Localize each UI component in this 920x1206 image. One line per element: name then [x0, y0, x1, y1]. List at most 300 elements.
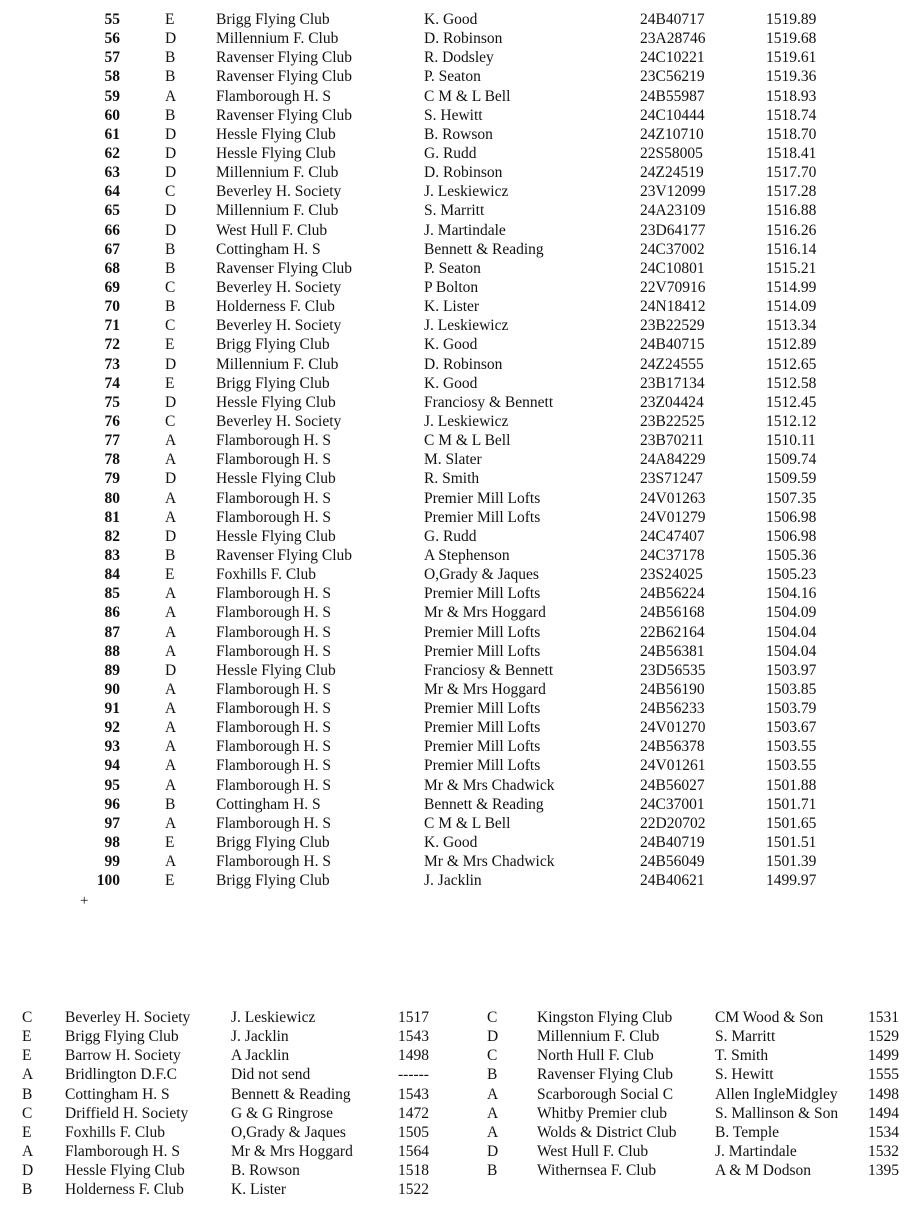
result-velocity: 1517.28: [766, 183, 817, 201]
result-section: C: [165, 278, 176, 296]
result-fancier: Premier Mill Lofts: [424, 738, 541, 756]
result-section: C: [165, 317, 176, 335]
result-club: Cottingham H. S: [216, 795, 321, 813]
result-row: [0, 355, 920, 374]
result-fancier: S. Hewitt: [424, 106, 483, 124]
result-velocity: 1503.55: [766, 757, 817, 775]
summary-club: Millennium F. Club: [537, 1028, 660, 1046]
result-row: [0, 393, 920, 412]
result-row: [0, 144, 920, 163]
result-ring-number: 24N18412: [640, 298, 706, 316]
result-club: Hessle Flying Club: [216, 393, 336, 411]
result-ring-number: 24C47407: [640, 527, 705, 545]
result-section: D: [165, 527, 177, 545]
result-position: 58: [104, 68, 120, 86]
result-section: B: [165, 49, 176, 67]
result-position: 71: [104, 317, 120, 335]
result-velocity: 1519.61: [766, 49, 817, 67]
result-row: [0, 852, 920, 871]
result-section: E: [165, 336, 175, 354]
summary-club: Cottingham H. S: [65, 1085, 170, 1103]
result-section: B: [165, 795, 176, 813]
result-row: [0, 201, 920, 220]
result-row: [0, 450, 920, 469]
result-velocity: 1518.93: [766, 87, 817, 105]
result-fancier: C M & L Bell: [424, 432, 511, 450]
result-ring-number: 23V12099: [640, 183, 706, 201]
result-position: 69: [104, 278, 120, 296]
result-club: Beverley H. Society: [216, 278, 342, 296]
summary-section: E: [22, 1028, 32, 1046]
result-position: 82: [104, 527, 120, 545]
summary-velocity: 1518: [398, 1162, 429, 1180]
result-velocity: 1506.98: [766, 508, 817, 526]
result-ring-number: 23S71247: [640, 470, 703, 488]
result-section: A: [165, 757, 177, 775]
result-row: [0, 48, 920, 67]
summary-sender: B. Rowson: [231, 1162, 300, 1180]
result-club: Beverley H. Society: [216, 317, 342, 335]
result-row: [0, 316, 920, 335]
result-section: D: [165, 30, 177, 48]
result-position: 83: [104, 546, 120, 564]
result-position: 98: [104, 834, 120, 852]
result-velocity: 1503.67: [766, 719, 817, 737]
summary-club: Whitby Premier club: [537, 1104, 667, 1122]
result-row: [0, 125, 920, 144]
result-club: Flamborough H. S: [216, 508, 331, 526]
result-row: [0, 623, 920, 642]
result-row: [0, 29, 920, 48]
summary-section: D: [487, 1142, 499, 1160]
summary-club: West Hull F. Club: [537, 1142, 649, 1160]
result-club: Hessle Flying Club: [216, 470, 336, 488]
result-ring-number: 24B56027: [640, 776, 705, 794]
result-position: 99: [104, 853, 120, 871]
result-ring-number: 24B56378: [640, 738, 705, 756]
result-club: Ravenser Flying Club: [216, 106, 353, 124]
result-row: [0, 469, 920, 488]
result-section: D: [165, 393, 177, 411]
result-position: 79: [104, 470, 120, 488]
result-position: 65: [104, 202, 120, 220]
result-club: West Hull F. Club: [216, 221, 328, 239]
result-section: B: [165, 68, 176, 86]
result-club: Flamborough H. S: [216, 432, 331, 450]
result-club: Flamborough H. S: [216, 489, 331, 507]
result-ring-number: 24C10801: [640, 259, 705, 277]
result-section: E: [165, 11, 175, 28]
result-row: [0, 584, 920, 603]
result-fancier: P. Seaton: [424, 259, 481, 277]
result-fancier: Premier Mill Lofts: [424, 700, 541, 718]
result-section: A: [165, 700, 177, 718]
result-ring-number: 24B40621: [640, 872, 705, 890]
result-velocity: 1509.74: [766, 451, 817, 469]
result-row: [0, 833, 920, 852]
summary-velocity: 1543: [398, 1085, 429, 1103]
summary-sender: K. Lister: [231, 1181, 287, 1199]
result-row: [0, 546, 920, 565]
result-section: A: [165, 489, 177, 507]
result-position: 56: [104, 30, 120, 48]
result-ring-number: 23D56535: [640, 661, 706, 679]
result-fancier: Premier Mill Lofts: [424, 585, 541, 603]
summary-velocity: 1555: [868, 1066, 899, 1084]
summary-section: C: [22, 1104, 33, 1122]
result-ring-number: 24B56049: [640, 853, 705, 871]
result-fancier: A Stephenson: [424, 546, 510, 564]
summary-club: Withernsea F. Club: [537, 1162, 657, 1180]
summary-velocity: 1499: [868, 1047, 899, 1065]
result-velocity: 1501.88: [766, 776, 817, 794]
result-position: 66: [104, 221, 120, 239]
result-club: Cottingham H. S: [216, 240, 321, 258]
result-velocity: 1516.88: [766, 202, 817, 220]
result-fancier: Premier Mill Lofts: [424, 508, 541, 526]
result-position: 84: [104, 566, 120, 584]
summary-velocity: 1395: [868, 1162, 899, 1180]
result-ring-number: 22D20702: [640, 814, 706, 832]
result-club: Millennium F. Club: [216, 355, 339, 373]
result-row: [0, 87, 920, 106]
summary-sender: S. Hewitt: [715, 1066, 774, 1084]
result-ring-number: 24Z10710: [640, 125, 704, 143]
result-club: Flamborough H. S: [216, 719, 331, 737]
result-club: Ravenser Flying Club: [216, 259, 353, 277]
result-section: A: [165, 853, 177, 871]
result-club: Foxhills F. Club: [216, 566, 316, 584]
result-ring-number: 24B56190: [640, 680, 705, 698]
result-ring-number: 24V01261: [640, 757, 706, 775]
result-club: Flamborough H. S: [216, 776, 331, 794]
result-position: 92: [104, 719, 120, 737]
result-velocity: 1505.36: [766, 546, 817, 564]
summary-club: Wolds & District Club: [537, 1123, 677, 1141]
summary-club: Flamborough H. S: [65, 1142, 180, 1160]
result-fancier: D. Robinson: [424, 355, 503, 373]
summary-section: A: [487, 1123, 499, 1141]
summary-sender: Did not send: [231, 1066, 311, 1084]
result-row: [0, 871, 920, 890]
result-fancier: J. Leskiewicz: [424, 317, 509, 335]
result-position: 73: [104, 355, 120, 373]
result-velocity: 1514.09: [766, 298, 817, 316]
result-section: D: [165, 144, 177, 162]
summary-club: Driffield H. Society: [65, 1104, 189, 1122]
result-ring-number: 23Z04424: [640, 393, 704, 411]
result-club: Brigg Flying Club: [216, 374, 330, 392]
result-row: [0, 756, 920, 775]
result-position: 81: [104, 508, 120, 526]
result-section: B: [165, 106, 176, 124]
result-fancier: Franciosy & Bennett: [424, 393, 554, 411]
result-position: 57: [104, 49, 120, 67]
result-fancier: Premier Mill Lofts: [424, 719, 541, 737]
result-section: B: [165, 240, 176, 258]
result-fancier: Mr & Mrs Chadwick: [424, 853, 555, 871]
summary-velocity: 1498: [868, 1085, 899, 1103]
result-ring-number: 23B70211: [640, 432, 705, 450]
result-velocity: 1518.70: [766, 125, 817, 143]
result-section: E: [165, 374, 175, 392]
result-section: A: [165, 738, 177, 756]
result-club: Brigg Flying Club: [216, 834, 330, 852]
summary-sender: J. Jacklin: [231, 1028, 289, 1046]
result-row: [0, 297, 920, 316]
summary-sender: J. Leskiewicz: [231, 1009, 316, 1026]
summary-section: D: [487, 1028, 499, 1046]
result-position: 72: [104, 336, 120, 354]
result-position: 97: [104, 814, 120, 832]
result-velocity: 1501.51: [766, 834, 817, 852]
result-club: Hessle Flying Club: [216, 125, 336, 143]
result-ring-number: 24C37178: [640, 546, 705, 564]
result-velocity: 1515.21: [766, 259, 817, 277]
summary-velocity: 1532: [868, 1142, 899, 1160]
result-row: [0, 10, 920, 29]
summary-club: Hessle Flying Club: [65, 1162, 185, 1180]
summary-section: B: [487, 1066, 498, 1084]
result-velocity: 1504.04: [766, 623, 817, 641]
result-velocity: 1518.74: [766, 106, 817, 124]
summary-section: C: [487, 1047, 498, 1065]
result-fancier: R. Smith: [424, 470, 480, 488]
result-velocity: 1510.11: [766, 432, 816, 450]
result-ring-number: 24B56168: [640, 604, 705, 622]
result-fancier: Bennett & Reading: [424, 795, 544, 813]
result-ring-number: 24B40717: [640, 11, 705, 28]
result-row: [0, 508, 920, 527]
result-row: [0, 642, 920, 661]
result-position: 94: [104, 757, 120, 775]
result-ring-number: 23C56219: [640, 68, 705, 86]
result-velocity: 1514.99: [766, 278, 817, 296]
result-velocity: 1512.12: [766, 412, 817, 430]
result-position: 95: [104, 776, 120, 794]
result-velocity: 1504.16: [766, 585, 817, 603]
result-club: Brigg Flying Club: [216, 872, 330, 890]
result-section: A: [165, 451, 177, 469]
result-section: D: [165, 164, 177, 182]
summary-section: A: [487, 1085, 499, 1103]
result-fancier: Franciosy & Bennett: [424, 661, 554, 679]
result-ring-number: 24B55987: [640, 87, 705, 105]
result-fancier: Premier Mill Lofts: [424, 757, 541, 775]
result-position: 76: [104, 412, 120, 430]
result-ring-number: 24A23109: [640, 202, 706, 220]
result-club: Ravenser Flying Club: [216, 68, 353, 86]
result-row: [0, 489, 920, 508]
summary-club: Ravenser Flying Club: [537, 1066, 674, 1084]
result-section: D: [165, 221, 177, 239]
result-ring-number: 24V01263: [640, 489, 706, 507]
result-position: 78: [104, 451, 120, 469]
result-section: D: [165, 355, 177, 373]
result-position: 67: [104, 240, 120, 258]
summary-sender: Mr & Mrs Hoggard: [231, 1142, 353, 1160]
summary-club: Foxhills F. Club: [65, 1123, 165, 1141]
result-club: Beverley H. Society: [216, 183, 342, 201]
result-row: [0, 163, 920, 182]
result-ring-number: 22S58005: [640, 144, 703, 162]
summary-sender: S. Marritt: [715, 1028, 776, 1046]
result-fancier: J. Jacklin: [424, 872, 482, 890]
summary-velocity: 1472: [398, 1104, 429, 1122]
result-ring-number: 23S24025: [640, 566, 703, 584]
result-club: Hessle Flying Club: [216, 527, 336, 545]
result-velocity: 1507.35: [766, 489, 817, 507]
result-position: 87: [104, 623, 120, 641]
summary-club: Holderness F. Club: [65, 1181, 184, 1199]
result-section: A: [165, 604, 177, 622]
result-section: E: [165, 872, 175, 890]
result-club: Millennium F. Club: [216, 164, 339, 182]
result-fancier: K. Good: [424, 336, 478, 354]
summary-club: Scarborough Social C: [537, 1085, 674, 1103]
result-section: A: [165, 623, 177, 641]
result-velocity: 1504.09: [766, 604, 817, 622]
result-ring-number: 24C37001: [640, 795, 705, 813]
summary-sender: G & G Ringrose: [231, 1104, 334, 1122]
result-club: Ravenser Flying Club: [216, 49, 353, 67]
result-club: Ravenser Flying Club: [216, 546, 353, 564]
result-section: A: [165, 776, 177, 794]
result-ring-number: 24V01279: [640, 508, 706, 526]
result-row: [0, 182, 920, 201]
result-club: Flamborough H. S: [216, 700, 331, 718]
result-fancier: J. Leskiewicz: [424, 183, 509, 201]
result-section: E: [165, 834, 175, 852]
result-velocity: 1501.71: [766, 795, 817, 813]
summary-section: A: [22, 1066, 34, 1084]
result-ring-number: 23D64177: [640, 221, 706, 239]
result-position: 100: [96, 872, 120, 890]
result-fancier: K. Lister: [424, 298, 480, 316]
result-row: [0, 699, 920, 718]
summary-velocity: 1498: [398, 1047, 429, 1065]
result-fancier: D. Robinson: [424, 30, 503, 48]
result-row: [0, 603, 920, 622]
result-velocity: 1519.68: [766, 30, 817, 48]
result-fancier: P Bolton: [424, 278, 479, 296]
result-ring-number: 24C10444: [640, 106, 705, 124]
result-ring-number: 24Z24519: [640, 164, 704, 182]
result-club: Millennium F. Club: [216, 30, 339, 48]
result-velocity: 1517.70: [766, 164, 817, 182]
result-row: [0, 335, 920, 354]
result-position: 93: [104, 738, 120, 756]
result-fancier: Mr & Mrs Hoggard: [424, 680, 546, 698]
result-row: [0, 680, 920, 699]
result-position: 55: [104, 11, 120, 28]
result-fancier: Premier Mill Lofts: [424, 489, 541, 507]
result-ring-number: 22V70916: [640, 278, 706, 296]
plus-marker: +: [80, 893, 89, 909]
result-row: [0, 67, 920, 86]
summary-section: C: [487, 1009, 498, 1026]
result-ring-number: 24B40719: [640, 834, 705, 852]
result-row: [0, 718, 920, 737]
summary-section: C: [22, 1009, 33, 1026]
result-position: 63: [104, 164, 120, 182]
result-ring-number: 24B56381: [640, 642, 705, 660]
result-club: Flamborough H. S: [216, 623, 331, 641]
result-velocity: 1501.39: [766, 853, 817, 871]
result-velocity: 1505.23: [766, 566, 817, 584]
result-row: [0, 565, 920, 584]
summary-velocity: ------: [398, 1066, 429, 1084]
summary-velocity: 1531: [868, 1009, 899, 1026]
summary-sender: T. Smith: [715, 1047, 769, 1065]
result-section: D: [165, 202, 177, 220]
result-velocity: 1516.26: [766, 221, 817, 239]
result-fancier: K. Good: [424, 374, 478, 392]
summary-velocity: 1564: [398, 1142, 429, 1160]
result-position: 86: [104, 604, 120, 622]
result-section: A: [165, 814, 177, 832]
result-row: [0, 661, 920, 680]
result-club: Flamborough H. S: [216, 585, 331, 603]
result-section: E: [165, 566, 175, 584]
result-section: D: [165, 470, 177, 488]
summary-sender: B. Temple: [715, 1123, 780, 1141]
result-club: Brigg Flying Club: [216, 336, 330, 354]
result-position: 90: [104, 680, 120, 698]
result-velocity: 1499.97: [766, 872, 817, 890]
result-velocity: 1503.79: [766, 700, 817, 718]
result-club: Flamborough H. S: [216, 738, 331, 756]
summary-section: A: [487, 1104, 499, 1122]
result-fancier: C M & L Bell: [424, 814, 511, 832]
result-ring-number: 24B56224: [640, 585, 705, 603]
summary-velocity: 1534: [868, 1123, 899, 1141]
result-position: 68: [104, 259, 120, 277]
result-velocity: 1503.85: [766, 680, 817, 698]
result-club: Millennium F. Club: [216, 202, 339, 220]
summary-velocity: 1494: [868, 1104, 899, 1122]
result-section: C: [165, 183, 176, 201]
result-velocity: 1516.14: [766, 240, 817, 258]
summary-sender: A & M Dodson: [715, 1162, 812, 1180]
result-velocity: 1518.41: [766, 144, 817, 162]
result-fancier: J. Martindale: [424, 221, 506, 239]
result-position: 75: [104, 393, 120, 411]
results-table: [0, 10, 920, 890]
result-fancier: Bennett & Reading: [424, 240, 544, 258]
summary-velocity: 1517: [398, 1009, 429, 1026]
result-section: B: [165, 259, 176, 277]
result-section: D: [165, 125, 177, 143]
result-fancier: D. Robinson: [424, 164, 503, 182]
summary-club: Bridlington D.F.C: [65, 1066, 178, 1084]
result-fancier: R. Dodsley: [424, 49, 494, 67]
result-velocity: 1503.55: [766, 738, 817, 756]
result-ring-number: 24B56233: [640, 700, 705, 718]
result-ring-number: 24C37002: [640, 240, 705, 258]
result-row: [0, 527, 920, 546]
summary-velocity: 1529: [868, 1028, 899, 1046]
result-ring-number: 23B22529: [640, 317, 705, 335]
result-fancier: C M & L Bell: [424, 87, 511, 105]
result-club: Flamborough H. S: [216, 757, 331, 775]
result-velocity: 1519.36: [766, 68, 817, 86]
result-position: 77: [104, 432, 120, 450]
result-ring-number: 24B40715: [640, 336, 705, 354]
result-row: [0, 221, 920, 240]
result-ring-number: 24V01270: [640, 719, 706, 737]
result-velocity: 1504.04: [766, 642, 817, 660]
